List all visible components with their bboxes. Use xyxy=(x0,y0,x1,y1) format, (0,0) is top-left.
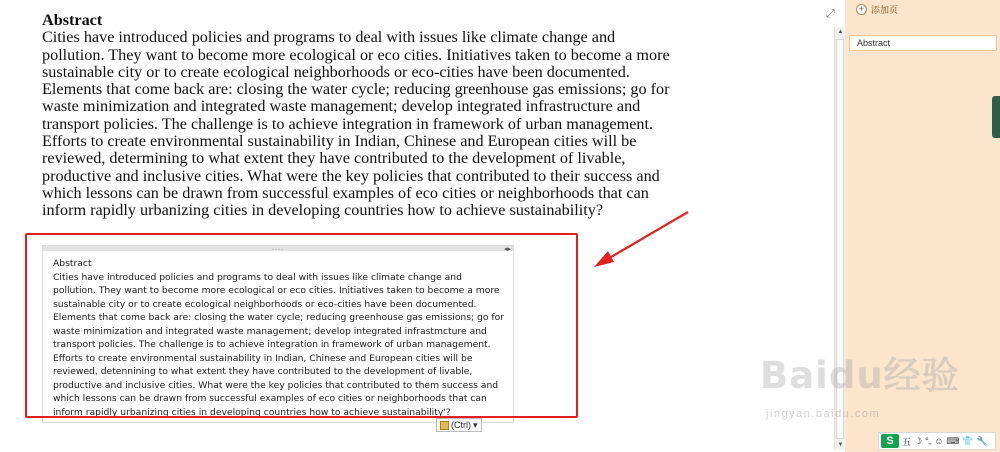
document-line: waste minimization and integrated waste management; develop integrated infrastructure and xyxy=(42,97,641,116)
pasted-line: Efforts to create environmental sustainability in Indian, Chinese and European cities will be xyxy=(53,352,473,364)
pasted-line: reviewed, detennining to what extent they have contributed to the development of livable, xyxy=(53,366,473,377)
pasted-line: productive and inclusive cities. What were the key policies that contributed to them success and xyxy=(53,379,499,391)
ime-mode-button[interactable]: 五 xyxy=(902,436,912,447)
paste-options-label: (Ctrl) xyxy=(451,420,471,430)
ime-toolbar[interactable] xyxy=(878,432,996,450)
document-line: pollution. They want to become more ecological or eco cities. Initiatives taken to become a more xyxy=(42,45,670,64)
ime-logo-icon[interactable]: S xyxy=(881,434,899,448)
moon-icon[interactable]: ☽ xyxy=(914,435,923,446)
chevron-down-icon: ▾ xyxy=(473,420,478,430)
keyboard-icon[interactable]: ⌨ xyxy=(946,435,960,446)
pasted-line: transport policies. The challenge is to achieve integration in framework of urban management. xyxy=(53,339,491,350)
document-line: Cities have introduced policies and programs to deal with issues like climate change and xyxy=(42,28,616,47)
page-tab-abstract[interactable]: Abstract xyxy=(849,35,997,51)
document-line: reviewed, determining to what extent they have contributed to the development of livable, xyxy=(42,149,626,168)
pasted-line: pollution. They want to become more ecological or eco cities. Initiatives taken to become a more xyxy=(53,285,500,296)
pasted-line: Elements that come back are: closing the water cycle; reducing greenhouse gas emissions; go for xyxy=(53,312,505,323)
punctuation-icon[interactable]: °, xyxy=(925,436,932,446)
add-page-button[interactable] xyxy=(845,0,1000,18)
pasted-line: waste minimization and integrated waste management; develop integrated infrastmcture and xyxy=(53,325,487,337)
document-line: Efforts to create environmental sustainability in Indian, Chinese and European cities will be xyxy=(42,132,637,151)
skin-icon[interactable]: 👕 xyxy=(962,435,974,446)
emoji-icon[interactable]: ☺ xyxy=(934,436,944,446)
pasted-line: inform rapidly urbanizing cities in developing countries how to achieve sustainability'? xyxy=(53,406,451,418)
document-line: transport policies. The challenge is to achieve integration in framework of urban management. xyxy=(42,114,654,133)
pasted-line: which lessons can be drawn from successful examples of eco cities or neighborhoods that can xyxy=(53,393,487,404)
arrow-head xyxy=(594,251,614,267)
document-heading: Abstract xyxy=(42,11,103,29)
plus-icon: + xyxy=(856,4,867,15)
scroll-up-icon[interactable]: ▲ xyxy=(837,29,844,35)
document-line: which lessons can be drawn from successful examples of eco cities or neighborhoods that can xyxy=(42,183,649,202)
document-line: Elements that come back are: closing the water cycle; reducing greenhouse gas emissions; go for xyxy=(42,80,670,99)
fullscreen-icon[interactable]: ⤢ xyxy=(826,8,835,20)
resize-handle-icon[interactable]: ◂▸ xyxy=(503,246,511,253)
document-line: inform rapidly urbanizing cities in developing countries how to achieve sustainability? xyxy=(42,201,604,220)
add-page-label: 添加页 xyxy=(871,4,899,15)
document-line: sustainable city or to create ecological neighborhoods or eco-cities have been documented. xyxy=(42,62,630,81)
arrow-shaft xyxy=(606,212,688,260)
pasted-heading: Abstract xyxy=(53,258,92,269)
wrench-icon[interactable]: 🔧 xyxy=(976,435,988,446)
drag-grip-icon[interactable]: .... xyxy=(272,245,284,252)
scroll-down-icon[interactable]: ▼ xyxy=(837,442,844,448)
watermark-brand: Baidu经验 xyxy=(760,354,960,397)
side-dock-tab[interactable] xyxy=(992,96,1000,138)
pasted-line: sustainable city or to create ecological neighborhoods or eco-cities have been documented. xyxy=(53,298,477,310)
watermark-url: jingyan.baidu.com xyxy=(766,408,881,420)
pasted-line: Cities have introduced policies and programs to deal with issues like climate change and xyxy=(53,271,462,283)
document-line: productive and inclusive cities. What were the key policies that contributed to their success and xyxy=(42,166,660,185)
